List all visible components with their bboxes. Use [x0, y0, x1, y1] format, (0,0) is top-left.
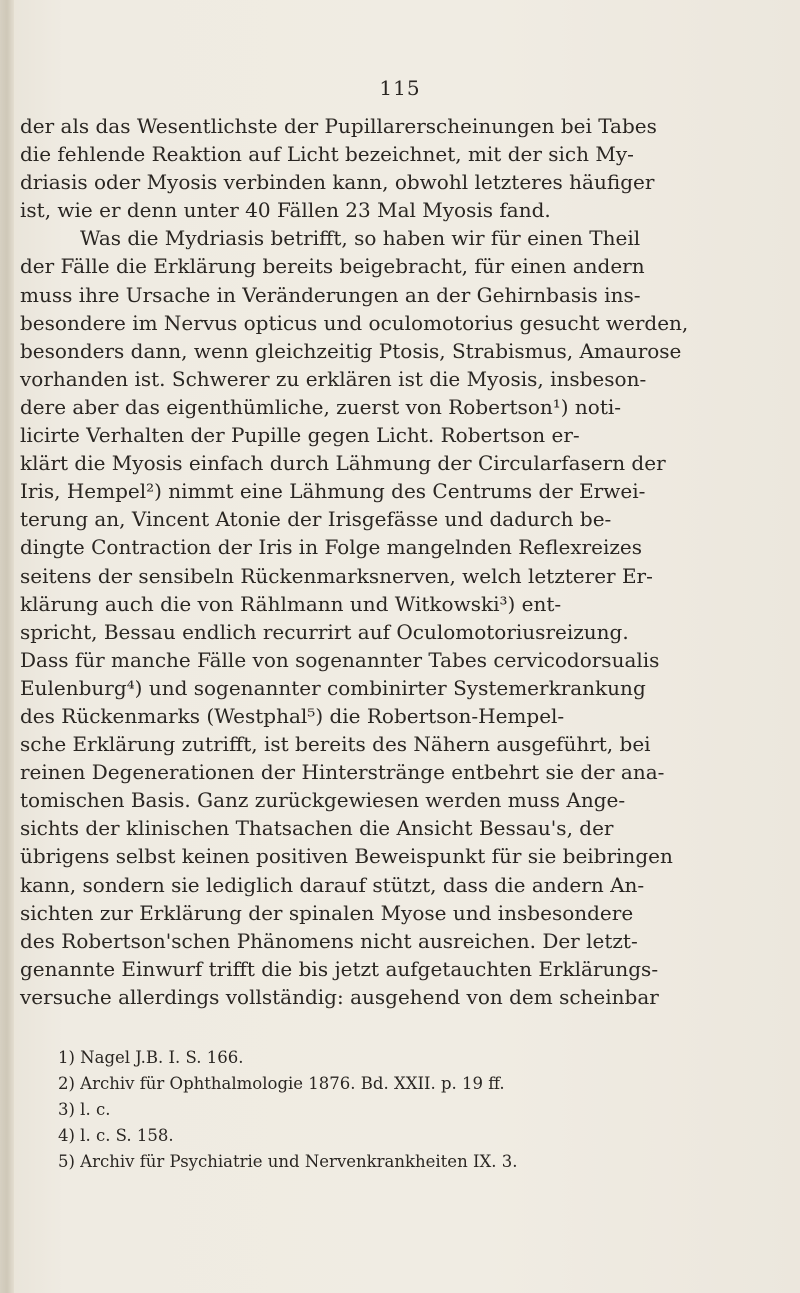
page-binding-edge: [0, 0, 14, 1293]
text-line: Was die Mydriasis betrifft, so haben wir für einen Theil: [80, 226, 641, 251]
text-line: besonders dann, wenn gleichzeitig Ptosis, Strabismus, Amaurose: [20, 338, 682, 363]
text-line: muss ihre Ursache in Veränderungen an der Gehirnbasis ins-: [20, 282, 641, 307]
text-line: versuche allerdings vollständig: ausgehend von dem scheinbar: [20, 984, 659, 1009]
text-line: kann, sondern sie lediglich darauf stützt, dass die andern An-: [20, 872, 645, 897]
text-line: übrigens selbst keinen positiven Beweispunkt für sie beibringen: [20, 844, 673, 869]
footnote: 1) Nagel J.B. I. S. 166.: [58, 1048, 244, 1067]
body-text: [20, 112, 780, 1011]
text-line: reinen Degenerationen der Hinterstränge entbehrt sie der ana-: [20, 760, 665, 785]
text-line: klärt die Myosis einfach durch Lähmung der Circularfasern der: [20, 451, 666, 476]
text-line: spricht, Bessau endlich recurrirt auf Oculomotoriusreizung.: [20, 619, 629, 644]
text-line: dere aber das eigenthümliche, zuerst von Robertson¹) noti-: [20, 394, 622, 419]
footnotes: [58, 1045, 778, 1175]
footnote: 2) Archiv für Ophthalmologie 1876. Bd. XXII. p. 19 ff.: [58, 1074, 505, 1093]
text-line: sche Erklärung zutrifft, ist bereits des Nähern ausgeführt, bei: [20, 732, 651, 757]
text-line: terung an, Vincent Atonie der Irisgefässe und dadurch be-: [20, 507, 612, 532]
text-line: ist, wie er denn unter 40 Fällen 23 Mal Myosis fand.: [20, 198, 551, 223]
text-line: Iris, Hempel²) nimmt eine Lähmung des Centrums der Erwei-: [20, 479, 646, 504]
text-line: der als das Wesentlichste der Pupillarerscheinungen bei Tabes: [20, 114, 657, 138]
text-line: driasis oder Myosis verbinden kann, obwohl letzteres häufiger: [20, 170, 655, 195]
text-line: sichten zur Erklärung der spinalen Myose und insbesondere: [20, 900, 634, 925]
text-line: sichts der klinischen Thatsachen die Ansicht Bessau's, der: [20, 816, 614, 841]
text-line: vorhanden ist. Schwerer zu erklären ist die Myosis, insbeson-: [20, 366, 647, 391]
footnote: 3) l. c.: [58, 1100, 111, 1119]
text-line: licirte Verhalten der Pupille gegen Licht. Robertson er-: [20, 423, 580, 448]
text-line: genannte Einwurf trifft die bis jetzt aufgetauchten Erklärungs-: [20, 956, 659, 981]
text-line: klärung auch die von Rählmann und Witkowski³) ent-: [20, 591, 562, 616]
page-number: 115: [379, 76, 421, 100]
text-line: besondere im Nervus opticus und oculomotorius gesucht werden,: [20, 310, 689, 335]
text-line: Eulenburg⁴) und sogenannter combinirter Systemerkrankung: [20, 675, 646, 700]
footnote: 4) l. c. S. 158.: [58, 1126, 174, 1145]
text-line: tomischen Basis. Ganz zurückgewiesen werden muss Ange-: [20, 788, 626, 813]
text-line: des Robertson'schen Phänomens nicht ausreichen. Der letzt-: [20, 928, 638, 953]
text-line: die fehlende Reaktion auf Licht bezeichnet, mit der sich My-: [20, 142, 634, 167]
text-line: dingte Contraction der Iris in Folge mangelnden Reflexreizes: [20, 535, 643, 560]
text-line: der Fälle die Erklärung bereits beigebracht, für einen andern: [20, 254, 645, 279]
text-line: Dass für manche Fälle von sogenannter Tabes cervicodorsualis: [20, 647, 660, 672]
footnote: 5) Archiv für Psychiatrie und Nervenkrankheiten IX. 3.: [58, 1152, 518, 1171]
text-line: des Rückenmarks (Westphal⁵) die Robertson-Hempel-: [20, 703, 565, 728]
text-line: seitens der sensibeln Rückenmarksnerven, welch letzterer Er-: [20, 563, 653, 588]
